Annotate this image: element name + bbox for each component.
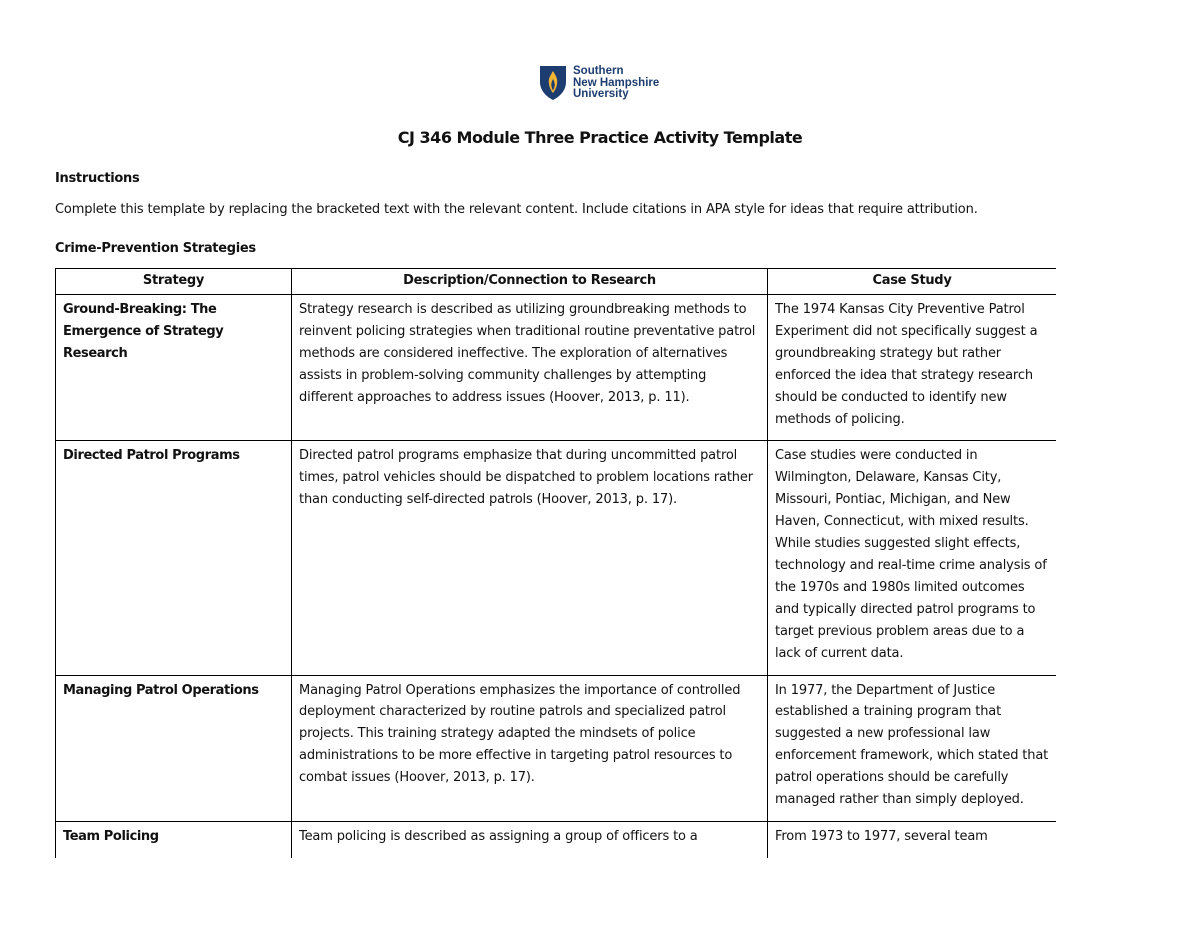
description-cell: Managing Patrol Operations emphasizes the importance of controlled deployment characterized by routine patrols and specialized patrol projects. This training strategy adapted the mindsets of police administrations to be more effective in targeting patrol resources to combat issues (Hoover, 2013, p. 17).: [292, 675, 768, 821]
strategy-cell: Team Policing: [56, 821, 292, 857]
logo-line-2: New Hampshire: [573, 76, 660, 89]
table-row: [56, 821, 1057, 857]
strategy-cell: Ground-Breaking: The Emergence of Strategy Research: [56, 295, 292, 441]
header-strategy: Strategy: [56, 269, 292, 295]
table-header-row: [56, 269, 1057, 295]
instructions-text: Complete this template by replacing the bracketed text with the relevant content. Include citations in APA style for ideas that require attribution.: [55, 202, 978, 217]
strategies-table-container: [55, 268, 1056, 927]
instructions-heading: Instructions: [55, 171, 140, 186]
case-study-cell: Case studies were conducted in Wilmington, Delaware, Kansas City, Missouri, Pontiac, Michigan, and New Haven, Connecticut, with mixed results. While studies suggested slight effects, technology and real-time crime analysis of the 1970s and 1980s limited outcomes and typically directed patrol programs to target previous problem areas due to a lack of current data.: [768, 441, 1057, 675]
header-case-study: Case Study: [768, 269, 1057, 295]
university-logo: [539, 65, 659, 103]
header-description: Description/Connection to Research: [292, 269, 768, 295]
strategy-cell: Managing Patrol Operations: [56, 675, 292, 821]
table-row: [56, 675, 1057, 821]
description-cell: Strategy research is described as utilizing groundbreaking methods to reinvent policing strategies when traditional routine preventative patrol methods are considered ineffective. The exploration of alternatives assists in problem-solving community challenges by attempting different approaches to address issues (Hoover, 2013, p. 11).: [292, 295, 768, 441]
case-study-cell: In 1977, the Department of Justice established a training program that suggested a new professional law enforcement framework, which stated that patrol operations should be carefully managed rather than simply deployed.: [768, 675, 1057, 821]
table-row: [56, 295, 1057, 441]
strategy-cell: Directed Patrol Programs: [56, 441, 292, 675]
strategies-table: [55, 268, 1056, 858]
logo-line-1: Southern: [573, 65, 624, 77]
section-heading: Crime-Prevention Strategies: [55, 241, 256, 256]
case-study-cell: From 1973 to 1977, several team: [768, 821, 1057, 857]
description-cell: Team policing is described as assigning a group of officers to a: [292, 821, 768, 857]
logo-wordmark: [573, 66, 659, 101]
table-row: [56, 441, 1057, 675]
document-title: CJ 346 Module Three Practice Activity Template: [397, 128, 803, 147]
logo-line-3: University: [573, 88, 629, 100]
description-cell: Directed patrol programs emphasize that during uncommitted patrol times, patrol vehicles should be dispatched to problem locations rather than conducting self-directed patrols (Hoover, 2013, p. 17).: [292, 441, 768, 675]
case-study-cell: The 1974 Kansas City Preventive Patrol Experiment did not specifically suggest a groundbreaking strategy but rather enforced the idea that strategy research should be conducted to identify new methods of policing.: [768, 295, 1057, 441]
shield-flame-icon: [539, 65, 567, 101]
